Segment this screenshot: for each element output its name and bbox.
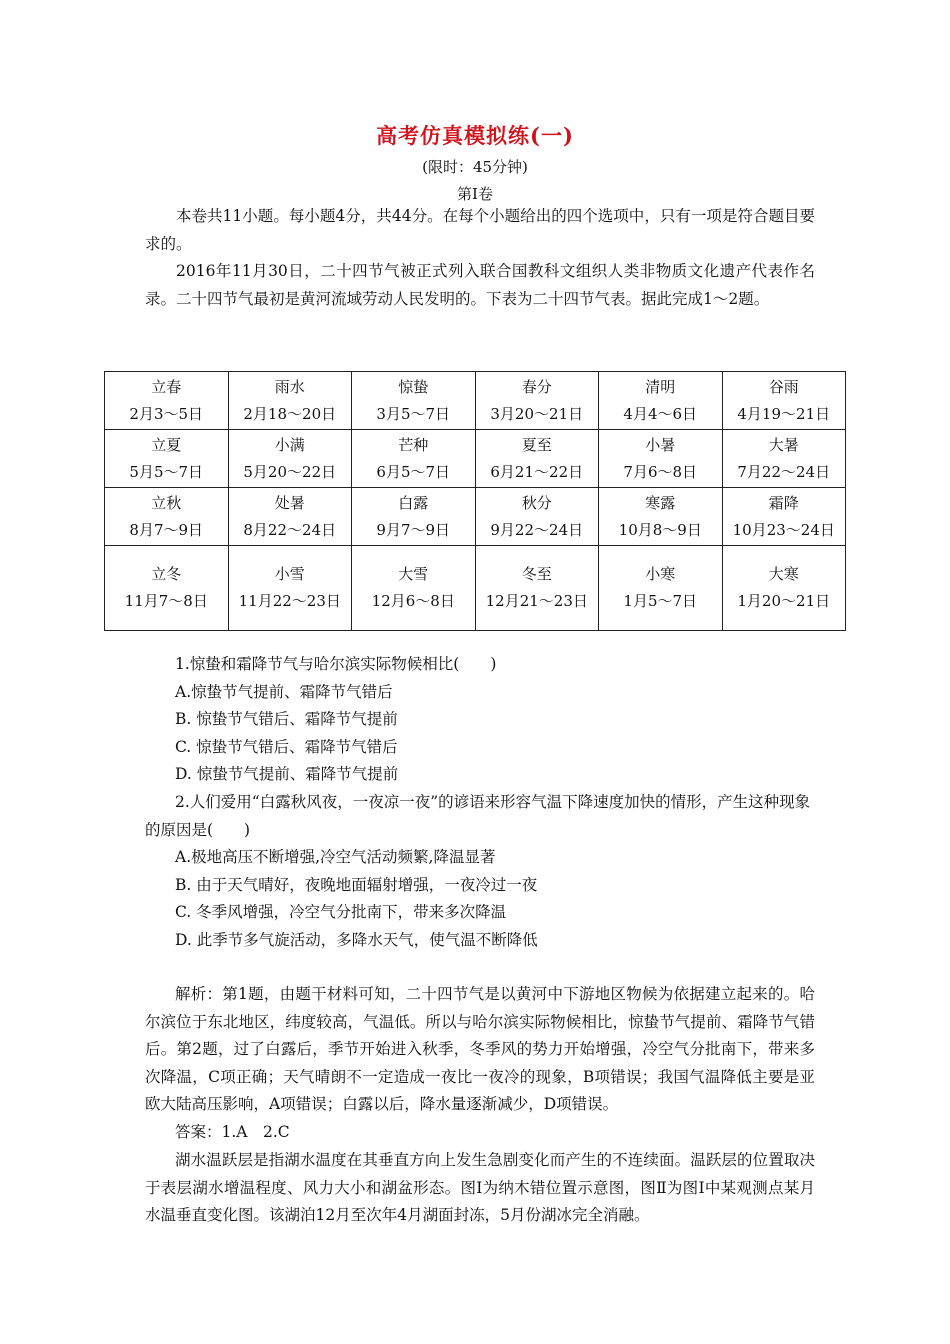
term-date: 3月20～21日 [490, 404, 584, 423]
term-name: 清明 [645, 377, 676, 396]
term-date: 1月20～21日 [737, 592, 831, 610]
table-cell [722, 546, 846, 631]
table-cell [352, 372, 476, 430]
q2-option-a: A.极地高压不断增强,冷空气活动频繁,降温显著 [175, 848, 496, 866]
term-name: 夏至 [521, 435, 552, 454]
table-cell [228, 430, 352, 488]
term-name: 处暑 [274, 493, 305, 512]
table-cell [228, 372, 352, 430]
table-cell [475, 372, 599, 430]
term-date: 3月5～7日 [376, 404, 451, 423]
term-name: 小暑 [645, 435, 676, 454]
material-paragraph: 2016年11月30日，二十四节气被正式列入联合国教科文组织人类非物质文化遗产代表作名录。二十四节气最初是黄河流域劳动人民发明的。下表为二十四节气表。据此完成1～2题。 [145, 262, 815, 308]
term-date: 5月5～7日 [129, 462, 204, 481]
term-date: 4月19～21日 [737, 404, 831, 423]
term-name: 大雪 [398, 565, 429, 583]
term-date: 7月6～8日 [623, 462, 698, 481]
term-date: 4月4～6日 [623, 404, 698, 423]
section-heading: 第Ⅰ卷 [457, 185, 493, 203]
table-cell [599, 546, 723, 631]
term-name: 大暑 [768, 435, 799, 454]
term-name: 白露 [398, 493, 429, 512]
answer-line: 答案：1.A 2.C [175, 1123, 290, 1141]
term-name: 谷雨 [768, 377, 799, 396]
term-date: 2月3～5日 [129, 404, 204, 423]
table-row [105, 430, 846, 488]
term-name: 寒露 [645, 493, 676, 512]
q1-option-d: D. 惊蛰节气提前、霜降节气提前 [175, 765, 399, 784]
table-cell [475, 546, 599, 631]
table-cell [228, 546, 352, 631]
term-date: 6月5～7日 [376, 462, 451, 481]
question-2-options [145, 844, 815, 954]
term-date: 12月6～8日 [371, 592, 455, 610]
table-cell [722, 372, 846, 430]
table-cell [352, 546, 476, 631]
term-date: 6月21～22日 [490, 462, 584, 481]
table-cell [475, 488, 599, 546]
q2-option-c: C. 冬季风增强，冷空气分批南下，带来多次降温 [175, 903, 507, 922]
term-name: 雨水 [274, 377, 305, 396]
term-date: 1月5～7日 [623, 592, 698, 610]
term-name: 芒种 [398, 435, 429, 454]
term-date: 9月22～24日 [490, 520, 584, 539]
table-cell [599, 430, 723, 488]
term-name: 惊蛰 [398, 377, 429, 396]
analysis-paragraph: 解析：第1题，由题干材料可知，二十四节气是以黄河中下游地区物候为依据建立起来的。哈尔滨位于东北地区，纬度较高，气温低。所以与哈尔滨实际物候相比，惊蛰节气提前、霜降节气错后。第2题，过了白露后，季节开始进入秋季，冬季风的势力开始增强，冷空气分批南下，带来多次降温，C项正确；天气晴朗不一定造成一夜比一夜冷的现象，B项错误；我国气温降低主要是亚欧大陆高压影响，A项错误；白露以后，降水量逐渐减少，D项错误。 [145, 985, 815, 1114]
term-name: 小雪 [274, 565, 305, 583]
table-cell [105, 372, 229, 430]
term-name: 春分 [521, 377, 552, 396]
table-cell [352, 488, 476, 546]
term-name: 立春 [151, 377, 182, 396]
question-1-stem: 1.惊蛰和霜降节气与哈尔滨实际物候相比( ) [175, 655, 497, 673]
q2-option-b: B. 由于天气晴好，夜晚地面辐射增强，一夜冷过一夜 [175, 875, 538, 894]
term-date: 11月7～8日 [124, 592, 208, 610]
term-date: 10月23～24日 [732, 520, 835, 539]
table-cell [722, 430, 846, 488]
term-name: 大寒 [768, 565, 799, 583]
term-date: 5月20～22日 [243, 462, 337, 481]
solar-terms-table [104, 371, 846, 631]
table-row [105, 372, 846, 430]
term-name: 小寒 [645, 565, 676, 583]
q2-option-d: D. 此季节多气旋活动，多降水天气，使气温不断降低 [175, 930, 538, 949]
table-cell [228, 488, 352, 546]
question-2-stem: 2.人们爱用“白露秋风夜，一夜凉一夜”的谚语来形容气温下降速度加快的情形，产生这种现象的原因是( ) [145, 793, 811, 839]
term-name: 立冬 [151, 565, 182, 583]
term-date: 9月7～9日 [376, 520, 451, 539]
time-limit: (限时：45分钟) [422, 158, 528, 176]
table-cell [722, 488, 846, 546]
term-name: 冬至 [521, 565, 552, 583]
term-name: 立秋 [151, 493, 182, 512]
table-cell [352, 430, 476, 488]
intro-paragraph: 本卷共11小题。每小题4分，共44分。在每个小题给出的四个选项中，只有一项是符合题目要求的。 [145, 207, 815, 253]
term-name: 立夏 [151, 435, 182, 454]
term-date: 2月18～20日 [243, 404, 337, 423]
q1-option-b: B. 惊蛰节气错后、霜降节气提前 [175, 710, 398, 729]
term-date: 12月21～23日 [485, 592, 588, 610]
table-cell [475, 430, 599, 488]
term-name: 秋分 [521, 493, 552, 512]
table-row [105, 488, 846, 546]
table-cell [599, 488, 723, 546]
q1-option-c: C. 惊蛰节气错后、霜降节气错后 [175, 737, 398, 756]
page-title: 高考仿真模拟练(一) [376, 123, 574, 148]
table-cell [105, 546, 229, 631]
term-date: 8月7～9日 [129, 520, 204, 539]
term-name: 霜降 [768, 493, 799, 512]
q1-option-a: A.惊蛰节气提前、霜降节气错后 [175, 682, 393, 701]
table-row [105, 546, 846, 631]
term-date: 11月22～23日 [238, 592, 341, 610]
question-1 [145, 651, 815, 789]
term-date: 10月8～9日 [618, 520, 702, 539]
term-date: 8月22～24日 [243, 520, 337, 539]
table-cell [105, 488, 229, 546]
term-date: 7月22～24日 [737, 462, 831, 481]
table-cell [599, 372, 723, 430]
table-cell [105, 430, 229, 488]
lake-material-paragraph: 湖水温跃层是指湖水温度在其垂直方向上发生急剧变化而产生的不连续面。温跃层的位置取决于表层湖水增温程度、风力大小和湖盆形态。图Ⅰ为纳木错位置示意图，图Ⅱ为图Ⅰ中某观测点某月水温垂直变化图。该湖泊12月至次年4月湖面封冻，5月份湖冰完全消融。 [145, 1151, 815, 1225]
term-name: 小满 [274, 435, 305, 454]
